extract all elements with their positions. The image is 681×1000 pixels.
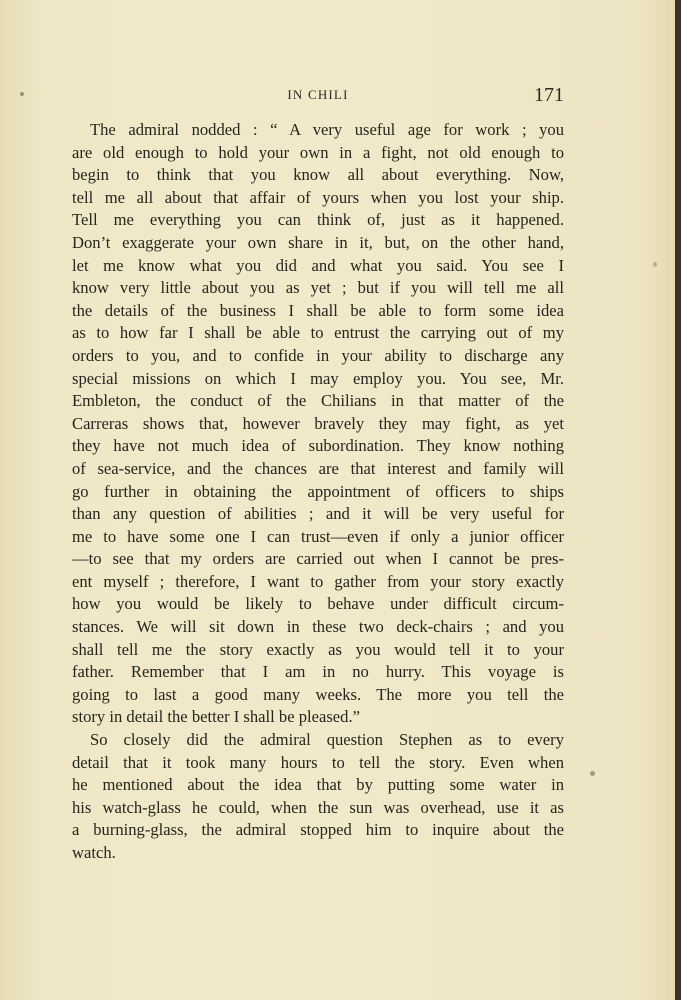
- text-line: a burning-glass, the admiral stopped him to inquire about the: [72, 820, 564, 840]
- text-line: shall tell me the story exactly as you would tell it to your: [72, 639, 564, 659]
- text-line: than any question of abilities ; and it will be very useful for: [72, 504, 564, 524]
- page-number: 171: [534, 84, 564, 106]
- text-line: as to how far I shall be able to entrust the carrying out of my: [72, 323, 564, 343]
- text-line: me to have some one I can trust—even if only a junior officer: [72, 526, 564, 546]
- text-line: stances. We will sit down in these two deck-chairs ; and you: [72, 617, 564, 637]
- speck-mark: [653, 262, 657, 267]
- running-head: [72, 84, 564, 108]
- text-line: he mentioned about the idea that by putting some water in: [72, 775, 564, 795]
- text-line: So closely did the admiral question Stephen as to every: [90, 730, 564, 750]
- text-line: are old enough to hold your own in a fight, not old enough to: [72, 142, 564, 162]
- text-line: go further in obtaining the appointment of officers to ships: [72, 481, 564, 501]
- text-line: Tell me everything you can think of, just as it happened.: [72, 210, 564, 230]
- paragraph-1: [72, 119, 564, 729]
- text-line: they have not much idea of subordination. They know nothing: [72, 436, 564, 456]
- text-line: Carreras shows that, however bravely they may fight, as yet: [72, 413, 564, 433]
- speck-mark: [590, 771, 595, 776]
- text-line: Don’t exaggerate your own share in it, but, on the other hand,: [72, 232, 564, 252]
- text-line: Embleton, the conduct of the Chilians in that matter of the: [72, 391, 564, 411]
- text-line: going to last a good many weeks. The more you tell the: [72, 684, 564, 704]
- text-line: of sea-service, and the chances are that interest and family will: [72, 458, 564, 478]
- text-line: special missions on which I may employ you. You see, Mr.: [72, 368, 564, 388]
- text-line: let me know what you did and what you said. You see I: [72, 255, 564, 275]
- text-line: father. Remember that I am in no hurry. This voyage is: [72, 662, 564, 682]
- text-line: tell me all about that affair of yours when you lost your ship.: [72, 187, 564, 207]
- text-line: ent myself ; therefore, I want to gather from your story exactly: [72, 571, 564, 591]
- text-line: orders to you, and to confide in your ability to discharge any: [72, 345, 564, 365]
- text-line: begin to think that you know all about everything. Now,: [72, 165, 564, 185]
- text-line: watch.: [72, 843, 116, 862]
- text-line: The admiral nodded : “ A very useful age for work ; you: [90, 120, 564, 139]
- paragraph-2: [72, 729, 564, 865]
- text-line: —to see that my orders are carried out when I cannot be pres-: [72, 549, 564, 569]
- text-line: how you would be likely to behave under difficult circum-: [72, 594, 564, 614]
- running-title: IN CHILI: [287, 87, 349, 102]
- binding-edge: [675, 0, 681, 1000]
- text-line: story in detail the better I shall be pleased.”: [72, 707, 360, 727]
- text-line: know very little about you as yet ; but if you will tell me all: [72, 278, 564, 298]
- text-line: detail that it took many hours to tell the story. Even when: [72, 752, 564, 772]
- speck-mark: [20, 92, 24, 96]
- text-line: the details of the business I shall be able to form some idea: [72, 300, 564, 320]
- text-line: his watch-glass he could, when the sun was overhead, use it as: [72, 797, 564, 817]
- body-text: [72, 119, 564, 865]
